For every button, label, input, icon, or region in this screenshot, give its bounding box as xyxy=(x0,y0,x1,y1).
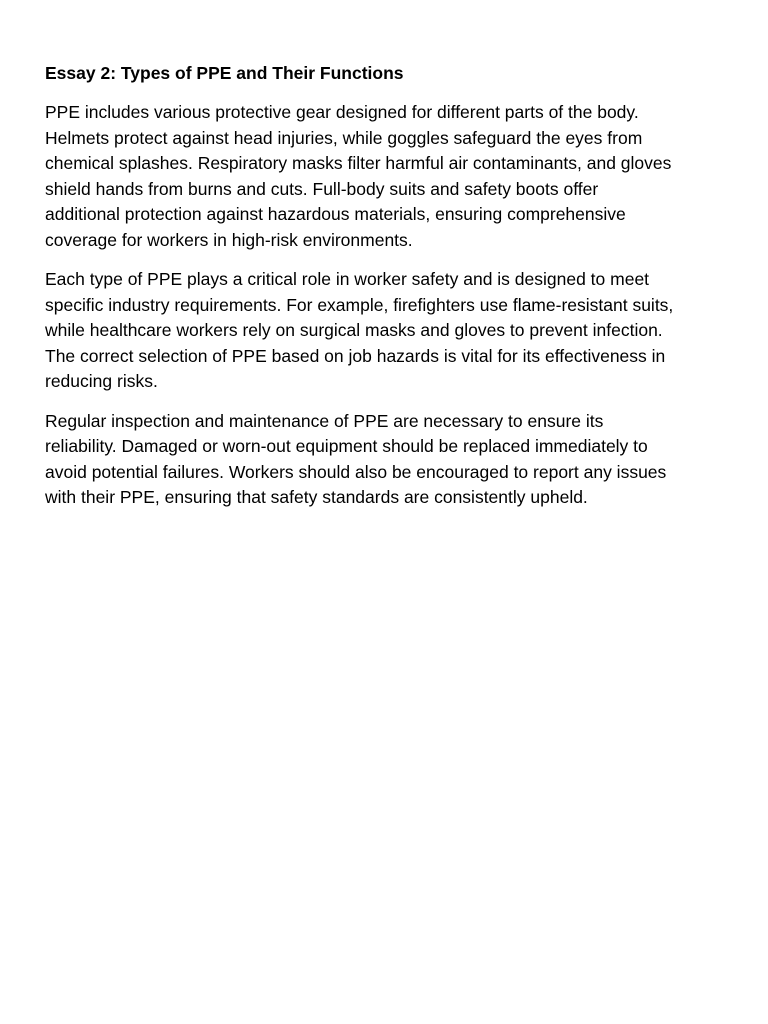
paragraph-line: The correct selection of PPE based on job hazards is vital for its effectiveness in xyxy=(45,345,666,366)
paragraph-line: specific industry requirements. For example, firefighters use flame-resistant suits, xyxy=(45,294,674,315)
paragraph-3 xyxy=(45,409,735,511)
paragraph-line: avoid potential failures. Workers should also be encouraged to report any issues xyxy=(45,461,667,482)
paragraph-line: coverage for workers in high-risk environments. xyxy=(45,229,413,250)
paragraph-line: Each type of PPE plays a critical role in worker safety and is designed to meet xyxy=(45,269,650,289)
paragraph-line: reducing risks. xyxy=(45,371,158,391)
paragraph-1 xyxy=(45,100,735,253)
paragraph-line: with their PPE, ensuring that safety standards are consistently upheld. xyxy=(45,487,588,507)
paragraph-line: Regular inspection and maintenance of PPE are necessary to ensure its xyxy=(45,410,604,431)
paragraph-line: PPE includes various protective gear designed for different parts of the body. xyxy=(45,102,639,122)
paragraph-line: Helmets protect against head injuries, while goggles safeguard the eyes from xyxy=(45,127,643,148)
paragraph-line: while healthcare workers rely on surgical masks and gloves to prevent infection. xyxy=(45,320,663,340)
paragraph-line: reliability. Damaged or worn-out equipment should be replaced immediately to xyxy=(45,436,648,456)
paragraph-line: additional protection against hazardous materials, ensuring comprehensive xyxy=(45,204,626,224)
paragraph-line: shield hands from burns and cuts. Full-body suits and safety boots offer xyxy=(45,178,599,199)
paragraph-2 xyxy=(45,267,735,395)
document-page xyxy=(45,60,735,511)
essay-title: Essay 2: Types of PPE and Their Functions xyxy=(45,63,404,83)
paragraph-line: chemical splashes. Respiratory masks filter harmful air contaminants, and gloves xyxy=(45,153,672,173)
